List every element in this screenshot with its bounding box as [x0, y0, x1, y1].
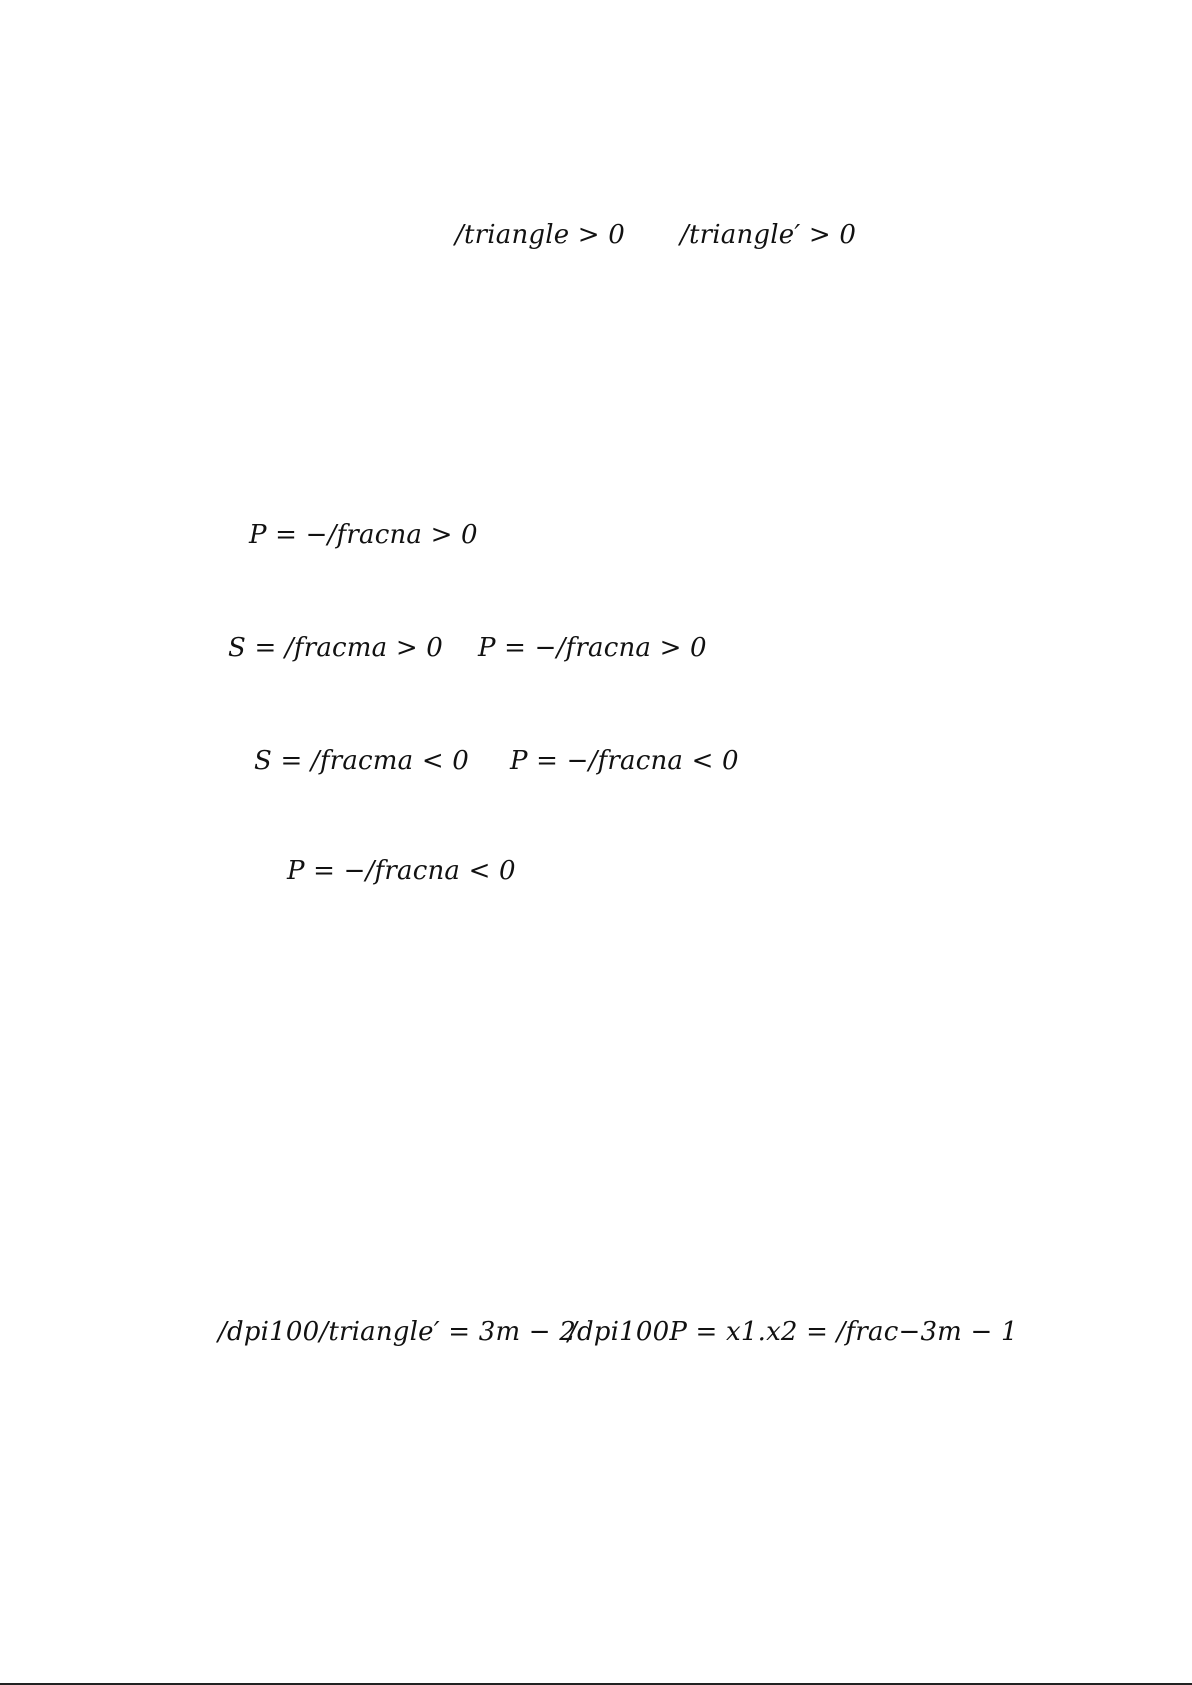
dpi-product-formula: /dpi100P = x1.x2 = /frac−3m − 1	[568, 1317, 1018, 1347]
triangle-positive-formula: /triangle > 0	[455, 220, 626, 250]
sum-negative-formula: S = /fracma < 0	[254, 746, 470, 776]
product-positive-formula: P = −/fracna > 0	[249, 520, 478, 550]
sum-positive-formula: S = /fracma > 0	[228, 633, 444, 663]
product-positive-formula-second: P = −/fracna > 0	[478, 633, 707, 663]
triangle-prime-positive-formula: /triangle′ > 0	[680, 220, 857, 250]
product-negative-formula: P = −/fracna < 0	[510, 746, 739, 776]
dpi-triangle-prime-formula: /dpi100/triangle′ = 3m − 2	[218, 1317, 577, 1347]
product-negative-formula-second: P = −/fracna < 0	[287, 856, 516, 886]
